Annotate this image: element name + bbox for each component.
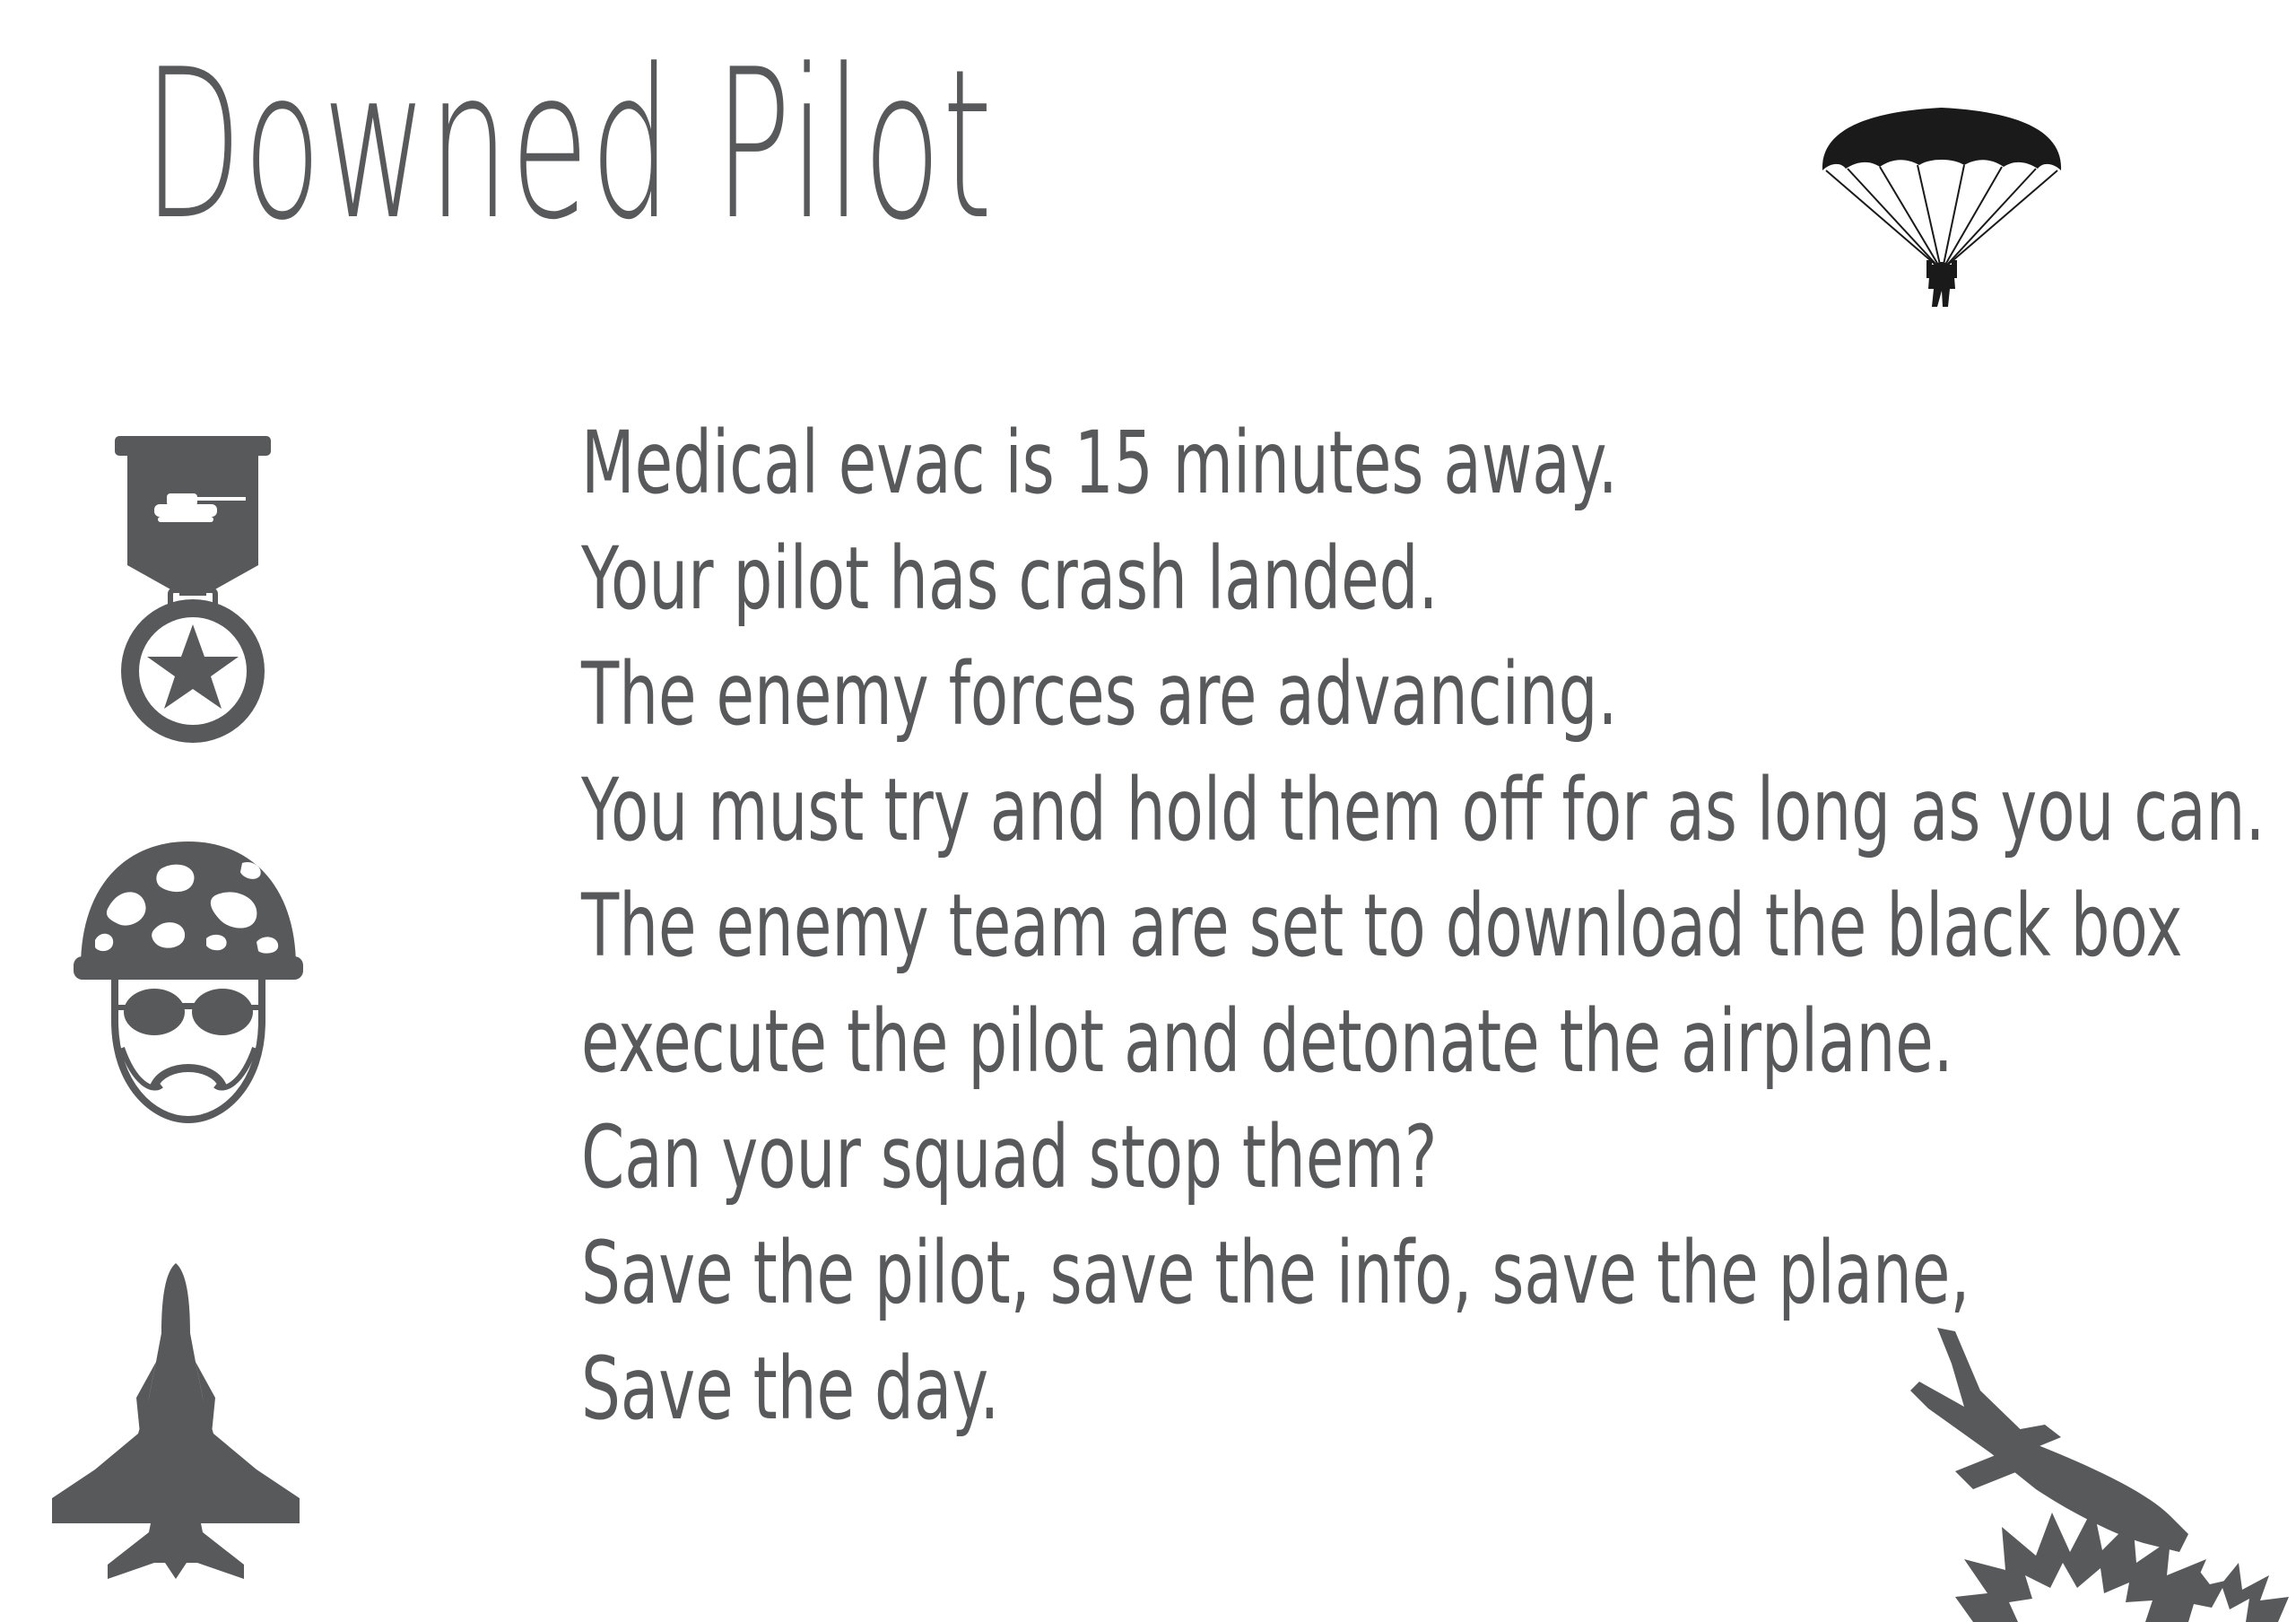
story-line: You must try and hold them off for as long as you can. [581,760,2266,860]
story-line: The enemy forces are advancing. [581,644,1618,745]
story-line: execute the pilot and detonate the airplane. [581,991,1953,1092]
parachute-icon [1812,99,2072,323]
story-line: Save the day. [581,1339,1000,1439]
crashing-plane-icon [1901,1328,2296,1622]
card-title: Downed Pilot [144,26,994,266]
story-line: Your pilot has crash landed. [581,528,1439,629]
story-line: Can your squad stop them? [581,1107,1438,1208]
story-line: Medical evac is 15 minutes away. [581,413,1618,513]
story-text [581,406,2296,1447]
medal-icon [108,431,278,754]
soldier-helmet-icon [72,824,305,1138]
fighter-jet-icon [50,1263,301,1582]
story-line: Save the pilot, save the info, save the plane, [581,1223,1970,1323]
story-line: The enemy team are set to download the black box [581,876,2183,976]
